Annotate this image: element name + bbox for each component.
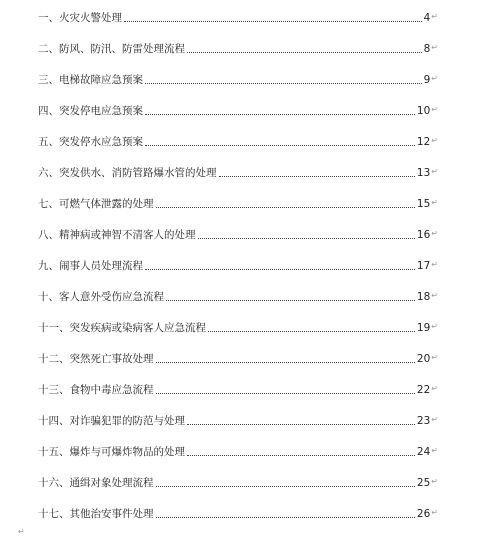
paragraph-mark-icon: ↵	[431, 167, 438, 176]
toc-entry-1	[38, 5, 438, 25]
toc-entry-title: 十七、其他治安事件处理	[38, 508, 154, 520]
dot-leader	[156, 361, 415, 363]
toc-entry-title: 十一、突发疾病或染病客人应急流程	[38, 322, 206, 334]
toc-entry-title: 十四、对诈骗犯罪的防范与处理	[38, 415, 185, 427]
toc-entry-page: 4	[423, 12, 431, 24]
toc-entry-title: 八、精神病或神智不清客人的处理	[38, 229, 196, 241]
dot-leader	[145, 82, 422, 84]
dot-leader	[166, 299, 415, 301]
dot-leader	[145, 113, 415, 115]
paragraph-mark-icon: ↵	[431, 477, 438, 486]
toc-entry-title: 七、可燃气体泄露的处理	[38, 198, 154, 210]
toc-entry-page: 8	[423, 43, 431, 55]
paragraph-mark-icon: ↵	[431, 136, 438, 145]
toc-entry-title: 一、火灾火警处理	[38, 12, 122, 24]
toc-entry-page: 22	[416, 384, 431, 396]
toc-entry-page: 23	[416, 415, 431, 427]
paragraph-mark-icon: ↵	[431, 260, 438, 269]
toc-entry-page: 20	[416, 353, 431, 365]
toc-entry-page: 9	[423, 74, 431, 86]
paragraph-mark-icon: ↵	[431, 384, 438, 393]
toc-entry-10	[38, 284, 438, 304]
dot-leader	[219, 175, 415, 177]
toc-entry-8	[38, 222, 438, 242]
toc-entry-14	[38, 408, 438, 428]
toc-entry-5	[38, 129, 438, 149]
toc-entry-6	[38, 160, 438, 180]
toc-entry-title: 五、突发停水应急预案	[38, 136, 143, 148]
toc-entry-page: 18	[416, 291, 431, 303]
dot-leader	[187, 454, 415, 456]
dot-leader	[145, 268, 415, 270]
dot-leader	[187, 51, 422, 53]
dot-leader	[124, 20, 422, 22]
toc-entry-page: 12	[416, 136, 431, 148]
dot-leader	[156, 516, 415, 518]
toc-entry-7	[38, 191, 438, 211]
toc-entry-title: 十六、通缉对象处理流程	[38, 477, 154, 489]
toc-entry-title: 二、防风、防汛、防雷处理流程	[38, 43, 185, 55]
toc-entry-title: 三、电梯故障应急预案	[38, 74, 143, 86]
dot-leader	[156, 392, 415, 394]
dot-leader	[156, 485, 415, 487]
paragraph-mark-icon: ↵	[431, 291, 438, 300]
paragraph-mark-icon: ↵	[431, 198, 438, 207]
toc-entry-11	[38, 315, 438, 335]
paragraph-mark-icon: ↵	[431, 446, 438, 455]
dot-leader	[198, 237, 415, 239]
toc-entry-title: 四、突发停电应急预案	[38, 105, 143, 117]
toc-entry-page: 13	[416, 167, 431, 179]
toc-entry-page: 24	[416, 446, 431, 458]
toc-entry-title: 十五、爆炸与可爆炸物品的处理	[38, 446, 185, 458]
paragraph-mark-icon: ↵	[431, 12, 438, 21]
toc-entry-page: 17	[416, 260, 431, 272]
toc-entry-title: 十、客人意外受伤应急流程	[38, 291, 164, 303]
toc-entry-2	[38, 36, 438, 56]
toc-entry-13	[38, 377, 438, 397]
toc-entry-4	[38, 98, 438, 118]
toc-entry-3	[38, 67, 438, 87]
toc-entry-9	[38, 253, 438, 273]
toc-entry-page: 15	[416, 198, 431, 210]
paragraph-mark-icon: ↵	[431, 105, 438, 114]
dot-leader	[208, 330, 415, 332]
toc-entry-page: 19	[416, 322, 431, 334]
toc-entry-title: 十二、突然死亡事故处理	[38, 353, 154, 365]
paragraph-mark-icon: ↵	[431, 229, 438, 238]
toc-entry-page: 26	[416, 508, 431, 520]
dot-leader	[145, 144, 415, 146]
toc-entry-title: 六、突发供水、消防管路爆水管的处理	[38, 167, 217, 179]
toc-entry-title: 九、闹事人员处理流程	[38, 260, 143, 272]
toc-entry-17	[38, 501, 438, 521]
toc-entry-page: 25	[416, 477, 431, 489]
toc-entry-page: 16	[416, 229, 431, 241]
paragraph-mark-icon: ↵	[431, 415, 438, 424]
toc-entry-15	[38, 439, 438, 459]
toc-entry-16	[38, 470, 438, 490]
paragraph-mark-icon: ↵	[18, 527, 25, 536]
paragraph-mark-icon: ↵	[431, 353, 438, 362]
toc-entry-title: 十三、食物中毒应急流程	[38, 384, 154, 396]
paragraph-mark-icon: ↵	[431, 74, 438, 83]
paragraph-mark-icon: ↵	[431, 508, 438, 517]
dot-leader	[156, 206, 415, 208]
paragraph-mark-icon: ↵	[431, 43, 438, 52]
dot-leader	[187, 423, 415, 425]
paragraph-mark-icon: ↵	[431, 322, 438, 331]
toc-entry-page: 10	[416, 105, 431, 117]
toc-entry-12	[38, 346, 438, 366]
